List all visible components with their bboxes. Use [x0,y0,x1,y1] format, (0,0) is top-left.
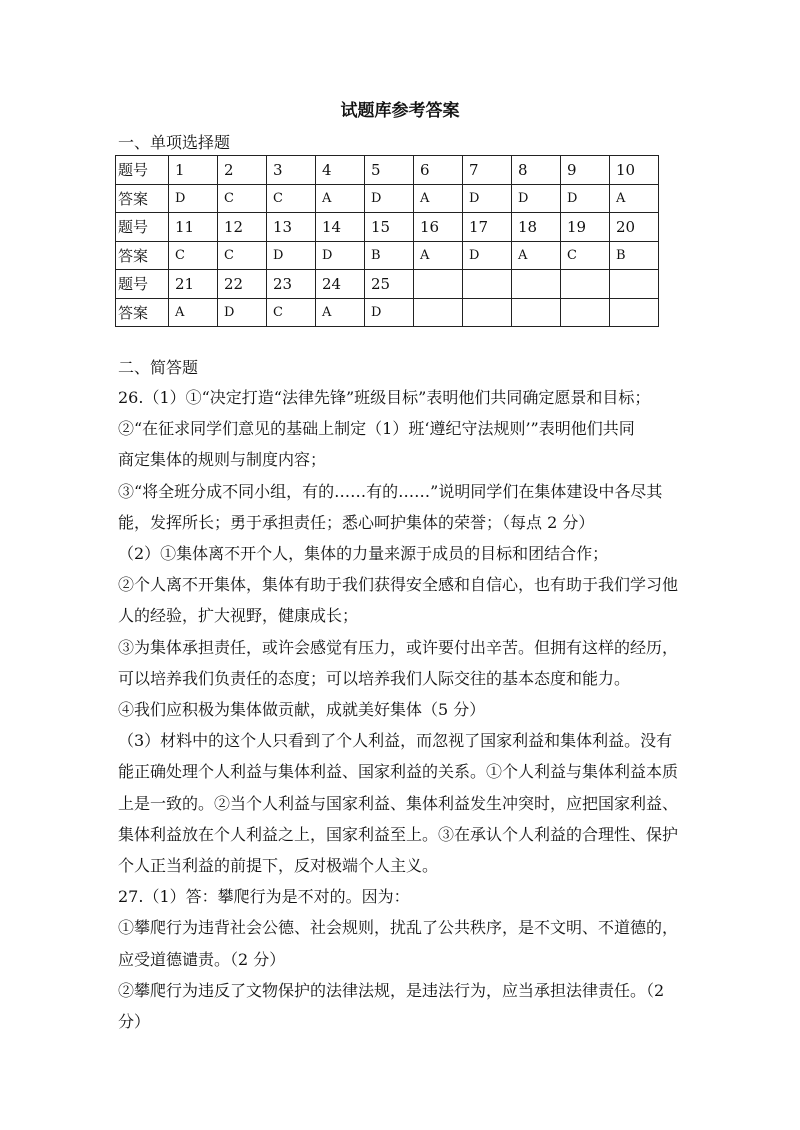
table-cell: C [169,241,218,270]
table-cell: 8 [512,156,561,185]
table-cell: 18 [512,213,561,242]
table-cell: 9 [561,156,610,185]
table-cell: A [414,184,463,213]
answer-text-line: ③“将全班分成不同小组，有的……有的……”说明同学们在集体建设中各尽其 [118,481,663,501]
table-cell: 14 [316,213,365,242]
table-cell: 2 [218,156,267,185]
table-cell: A [316,184,365,213]
answer-text-line: ③为集体承担责任，或许会感觉有压力，或许要付出辛苦。但拥有这样的经历， [118,637,679,657]
table-row [116,184,659,213]
table-cell: 12 [218,213,267,242]
answer-text-line: ④我们应积极为集体做贡献，成就美好集体（5 分） [118,700,486,720]
answer-text-line: 人的经验，扩大视野，健康成长； [118,606,359,626]
table-cell: C [218,241,267,270]
answer-text-line: （3）材料中的这个人只看到了个人利益，而忽视了国家利益和集体利益。没有 [118,731,673,751]
table-cell: B [365,241,414,270]
table-cell: 16 [414,213,463,242]
answer-text-line: 可以培养我们负责任的态度；可以培养我们人际交往的基本态度和能力。 [118,668,631,688]
answer-text-line: 集体利益放在个人利益之上，国家利益至上。③在承认个人利益的合理性、保护 [118,824,679,844]
table-cell: 20 [610,213,659,242]
table-cell: 4 [316,156,365,185]
table-cell: 24 [316,270,365,299]
row-label: 答案 [116,241,169,270]
table-cell: 7 [463,156,512,185]
row-label: 题号 [116,156,169,185]
table-cell: C [218,184,267,213]
table-cell [610,298,659,327]
table-cell: A [169,298,218,327]
table-cell: 3 [267,156,316,185]
table-row [116,156,659,185]
table-cell [414,298,463,327]
answer-text-line: 个人正当利益的前提下，反对极端个人主义。 [118,856,439,876]
table-row [116,241,659,270]
table-cell [512,298,561,327]
answer-text-line: ②攀爬行为违反了文物保护的法律法规，是违法行为，应当承担法律责任。（2 [118,980,665,1000]
row-label: 题号 [116,270,169,299]
table-cell: 15 [365,213,414,242]
answer-body [118,382,683,1037]
table-cell: A [610,184,659,213]
answer-text-line: 上是一致的。②当个人利益与国家利益、集体利益发生冲突时，应把国家利益、 [118,793,679,813]
table-cell: D [463,184,512,213]
table-cell: 6 [414,156,463,185]
table-cell: 1 [169,156,218,185]
answer-table [115,155,659,327]
answer-text-line: （2）①集体离不开个人，集体的力量来源于成员的目标和团结合作； [118,544,609,564]
table-cell [610,270,659,299]
table-cell: 23 [267,270,316,299]
table-cell [463,270,512,299]
table-row [116,270,659,299]
table-cell: C [561,241,610,270]
answer-text-line: 26.（1）①“决定打造“法律先锋”班级目标”表明他们共同确定愿景和目标； [118,388,651,407]
table-cell [561,270,610,299]
table-cell: B [610,241,659,270]
table-cell: 21 [169,270,218,299]
table-row [116,213,659,242]
table-cell: D [169,184,218,213]
answer-text-line: ②个人离不开集体，集体有助于我们获得安全感和自信心，也有助于我们学习他 [118,575,679,595]
table-cell: D [316,241,365,270]
table-cell [414,270,463,299]
answer-text-line: ②“在征求同学们意见的基础上制定（1）班‘遵纪守法规则’”表明他们共同 [118,419,635,439]
table-cell: 5 [365,156,414,185]
answer-text-line: 27.（1）答：攀爬行为是不对的。因为： [118,887,410,907]
section-heading-short-answer: 二、简答题 [118,358,199,377]
row-label: 题号 [116,213,169,242]
row-label: 答案 [116,298,169,327]
section-heading-multiple-choice: 一、单项选择题 [118,133,231,152]
table-cell: D [365,298,414,327]
table-cell: 10 [610,156,659,185]
table-cell [512,270,561,299]
answer-text-line: 应受道德谴责。（2 分） [118,949,286,969]
table-row [116,298,659,327]
table-cell: 17 [463,213,512,242]
table-cell: A [414,241,463,270]
answer-text-line: 能，发挥所长；勇于承担责任；悉心呵护集体的荣誉；（每点 2 分） [118,512,595,532]
table-cell: D [218,298,267,327]
table-cell: 25 [365,270,414,299]
table-cell: D [463,241,512,270]
answer-text-line: ①攀爬行为违背社会公德、社会规则，扰乱了公共秩序，是不文明、不道德的， [118,918,679,938]
table-cell: 22 [218,270,267,299]
table-cell: 11 [169,213,218,242]
table-cell: D [365,184,414,213]
table-cell: D [267,241,316,270]
table-cell [561,298,610,327]
answer-text-line: 能正确处理个人利益与集体利益、国家利益的关系。①个人利益与集体利益本质 [118,762,679,782]
table-cell: D [561,184,610,213]
answer-text-line: 商定集体的规则与制度内容； [118,450,327,470]
answer-table-body [116,156,659,327]
table-cell [463,298,512,327]
table-cell: C [267,184,316,213]
table-cell: 19 [561,213,610,242]
page-title: 试题库参考答案 [340,101,460,121]
table-cell: D [512,184,561,213]
table-cell: 13 [267,213,316,242]
table-cell: A [316,298,365,327]
table-cell: A [512,241,561,270]
table-cell: C [267,298,316,327]
row-label: 答案 [116,184,169,213]
answer-text-line: 分） [118,1012,151,1032]
